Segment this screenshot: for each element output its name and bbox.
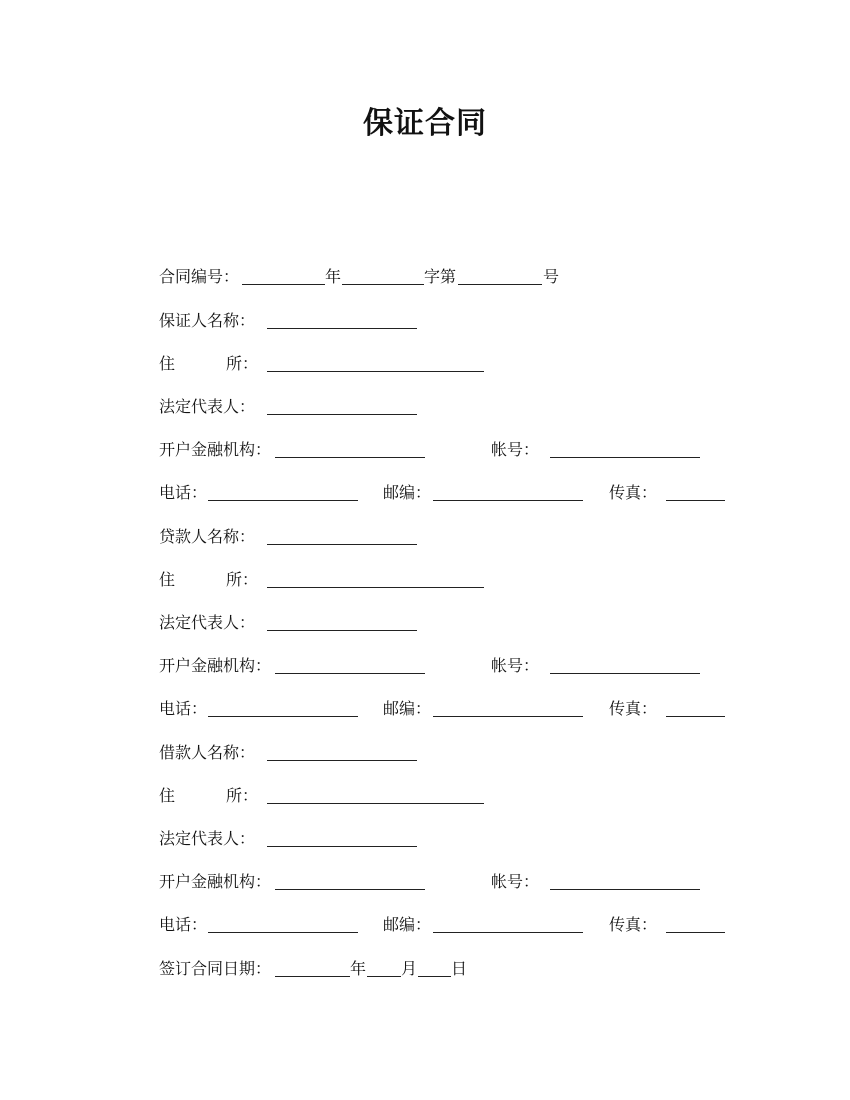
sign-date-line [159, 958, 779, 980]
borrower-postcode-blank[interactable] [433, 914, 583, 933]
guarantor-fax-blank[interactable] [666, 482, 725, 501]
address-label-suo: 所： [226, 354, 259, 373]
account-label: 帐号： [491, 656, 540, 675]
sign-year-char: 年 [350, 959, 367, 978]
lender-contact-line [159, 698, 779, 720]
address-label-zhu: 住 [159, 786, 176, 805]
contract-number-label: 合同编号： [159, 267, 240, 286]
fax-label: 传真： [609, 915, 658, 934]
lender-account-blank[interactable] [550, 655, 700, 674]
guarantor-name-blank[interactable] [267, 310, 417, 329]
legal-rep-label: 法定代表人： [159, 613, 256, 632]
address-label-suo: 所： [226, 786, 259, 805]
sign-year-blank[interactable] [275, 958, 350, 977]
borrower-phone-blank[interactable] [208, 914, 358, 933]
guarantor-legal-rep-line [159, 396, 779, 418]
bank-label: 开户金融机构： [159, 656, 272, 675]
legal-rep-label: 法定代表人： [159, 397, 256, 416]
lender-postcode-blank[interactable] [433, 698, 583, 717]
fax-label: 传真： [609, 699, 658, 718]
guarantor-name-line [159, 310, 779, 332]
zi-di-label: 字第 [424, 267, 457, 286]
borrower-name-line [159, 742, 779, 764]
bank-label: 开户金融机构： [159, 440, 272, 459]
guarantor-bank-line [159, 439, 779, 461]
phone-label: 电话： [159, 699, 208, 718]
borrower-bank-blank[interactable] [275, 871, 425, 890]
contract-number-serial-blank[interactable] [458, 266, 542, 285]
lender-address-line [159, 569, 779, 591]
lender-name-label: 贷款人名称： [159, 527, 256, 546]
address-label-zhu: 住 [159, 354, 176, 373]
guarantor-account-blank[interactable] [550, 439, 700, 458]
postcode-label: 邮编： [383, 483, 432, 502]
borrower-address-line [159, 785, 779, 807]
guarantor-address-blank[interactable] [267, 353, 484, 372]
postcode-label: 邮编： [383, 699, 432, 718]
guarantor-phone-blank[interactable] [208, 482, 358, 501]
hao-label: 号 [543, 267, 560, 286]
contract-number-year-blank[interactable] [242, 266, 325, 285]
phone-label: 电话： [159, 483, 208, 502]
guarantor-bank-blank[interactable] [275, 439, 425, 458]
borrower-bank-line [159, 871, 779, 893]
contract-number-prefix-blank[interactable] [342, 266, 424, 285]
lender-address-blank[interactable] [267, 569, 484, 588]
postcode-label: 邮编： [383, 915, 432, 934]
guarantor-postcode-blank[interactable] [433, 482, 583, 501]
lender-phone-blank[interactable] [208, 698, 358, 717]
phone-label: 电话： [159, 915, 208, 934]
fax-label: 传真： [609, 483, 658, 502]
borrower-account-blank[interactable] [550, 871, 700, 890]
bank-label: 开户金融机构： [159, 872, 272, 891]
borrower-address-blank[interactable] [267, 785, 484, 804]
lender-fax-blank[interactable] [666, 698, 725, 717]
borrower-fax-blank[interactable] [666, 914, 725, 933]
account-label: 帐号： [491, 872, 540, 891]
account-label: 帐号： [491, 440, 540, 459]
sign-date-label: 签订合同日期： [159, 959, 272, 978]
sign-month-blank[interactable] [367, 958, 401, 977]
sign-month-char: 月 [401, 959, 418, 978]
lender-legal-rep-blank[interactable] [267, 612, 417, 631]
lender-name-blank[interactable] [267, 526, 417, 545]
legal-rep-label: 法定代表人： [159, 829, 256, 848]
borrower-legal-rep-blank[interactable] [267, 828, 417, 847]
lender-bank-blank[interactable] [275, 655, 425, 674]
guarantor-legal-rep-blank[interactable] [267, 396, 417, 415]
borrower-name-label: 借款人名称： [159, 743, 256, 762]
guarantor-contact-line [159, 482, 779, 504]
borrower-name-blank[interactable] [267, 742, 417, 761]
lender-name-line [159, 526, 779, 548]
guarantor-address-line [159, 353, 779, 375]
address-label-zhu: 住 [159, 570, 176, 589]
borrower-contact-line [159, 914, 779, 936]
lender-bank-line [159, 655, 779, 677]
guarantor-name-label: 保证人名称： [159, 311, 256, 330]
year-char: 年 [325, 267, 342, 286]
contract-number-line [159, 266, 779, 288]
document-title: 保证合同 [363, 106, 487, 141]
sign-day-blank[interactable] [418, 958, 451, 977]
borrower-legal-rep-line [159, 828, 779, 850]
sign-day-char: 日 [451, 959, 468, 978]
address-label-suo: 所： [226, 570, 259, 589]
lender-legal-rep-line [159, 612, 779, 634]
